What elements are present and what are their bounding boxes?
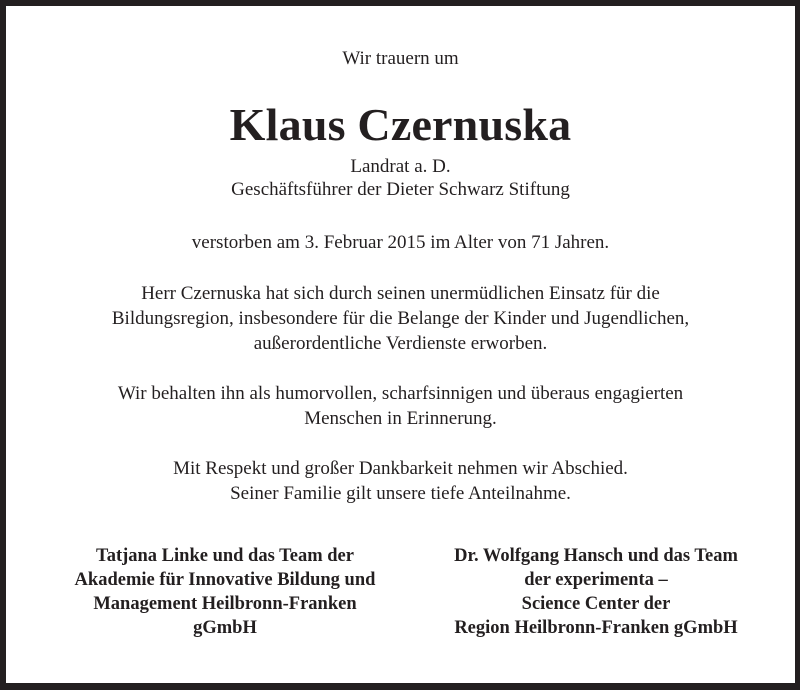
paragraph-line: außerordentliche Verdienste erworben. [253, 333, 548, 354]
signer-line: Management Heilbronn-Franken [93, 594, 357, 614]
signer-line: Region Heilbronn-Franken gGmbH [454, 618, 738, 638]
signer-line: Science Center der [521, 594, 671, 614]
paragraph-farewell [6, 456, 795, 506]
title-line: Geschäftsführer der Dieter Schwarz Stiftung [231, 179, 570, 200]
paragraph-line: Menschen in Erinnerung. [304, 408, 497, 429]
deceased-titles [6, 155, 795, 201]
intro-text: Wir trauern um [342, 48, 459, 69]
signer-academy [46, 544, 404, 640]
signer-line: Tatjana Linke und das Team der [96, 546, 354, 566]
paragraph-line: Wir behalten ihn als humorvollen, scharfsinnigen und überaus engagierten [117, 383, 684, 404]
signer-line: Akademie für Innovative Bildung und [74, 570, 376, 590]
title-line: Landrat a. D. [350, 156, 451, 177]
paragraph-line: Seiner Familie gilt unsere tiefe Anteilnahme. [230, 483, 571, 504]
paragraph-line: Mit Respekt und großer Dankbarkeit nehmen wir Abschied. [173, 458, 628, 479]
signer-line: Dr. Wolfgang Hansch und das Team [454, 546, 738, 566]
signer-line: gGmbH [193, 618, 257, 638]
paragraph-remembrance [6, 381, 795, 431]
paragraph-merits [6, 281, 795, 356]
paragraph-line: Bildungsregion, insbesondere für die Belange der Kinder und Jugendlichen, [111, 308, 690, 329]
deceased-name: Klaus Czernuska [229, 99, 572, 150]
death-date-line: verstorben am 3. Februar 2015 im Alter von 71 Jahren. [191, 232, 610, 253]
paragraph-line: Herr Czernuska hat sich durch seinen unermüdlichen Einsatz für die [141, 283, 660, 304]
signer-line: der experimenta – [524, 570, 668, 590]
signer-experimenta [418, 544, 774, 640]
